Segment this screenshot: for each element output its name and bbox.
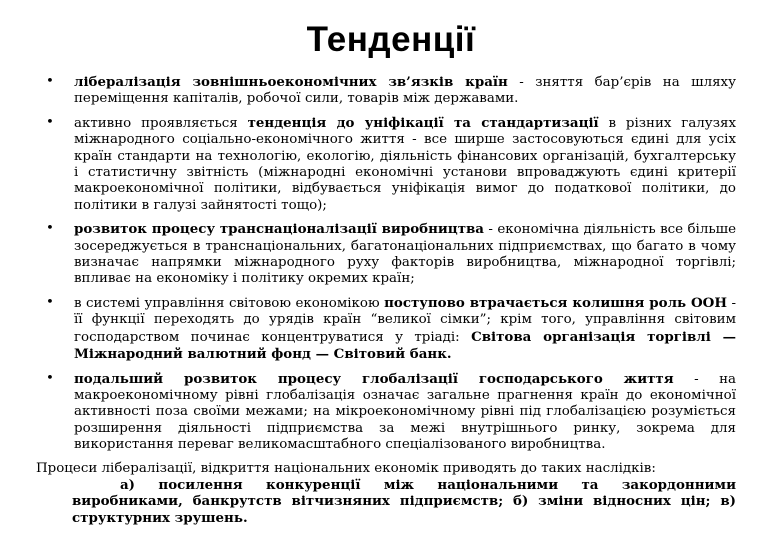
bullet-icon: • [46, 221, 54, 237]
item-text: в різних галузях міжнародного соціально-економічного життя - все ширше застосовуються єдині для усіх країн стандарти на технологію, екологію, діяльність фінансових організацій, бухгалтерську і статистичну звітність (міжнародні економічні установи впроваджують єдині критерії макроекономічної політики, відбувається уніфікація вимог до податкової політики, до політики в галузі зайнятості тощо); [74, 115, 736, 213]
list-item [46, 115, 736, 214]
slide [0, 20, 780, 560]
item-text: - зняття бар’єрів на шляху переміщення капіталів, робочої сили, товарів між державами. [74, 75, 736, 107]
item-text: активно проявляється [74, 115, 248, 131]
bullet-icon: • [46, 370, 54, 386]
bullet-icon: • [46, 114, 54, 130]
item-bold-text: лібералізація зовнішньоекономічних зв’язків країн [74, 74, 508, 90]
conclusion-text: Процеси лібералізації, відкриття національних економік приводять до таких наслідків: [36, 460, 656, 476]
outcome-text: а) посилення конкуренції між національними та закордонними виробниками, банкрутств вітчизняних підприємств; б) зміни відносних цін; в) структурних зрушень. [72, 476, 736, 526]
item-text: в системі управління світовою економікою [74, 295, 385, 311]
item-text: - її функції переходять до урядів країн “великої сімки”; крім того, управління світовим господарством починає концентруватися у тріаді: [74, 295, 736, 345]
trend-list [46, 74, 736, 454]
bullet-icon: • [46, 74, 54, 89]
slide-title: Тенденції [306, 20, 476, 59]
item-bold-text: Світова організація торгівлі — Міжнародний валютний фонд — Світовий банк. [74, 328, 736, 363]
item-bold-text: тенденція до уніфікації та стандартизації [247, 114, 599, 131]
item-bold-text: поступово втрачається колишня роль ООН [384, 294, 727, 311]
list-item [46, 371, 736, 454]
list-item [46, 221, 736, 288]
list-item [46, 295, 736, 364]
bullet-icon: • [46, 294, 54, 310]
list-item [46, 74, 736, 108]
item-text: - економічна діяльність все більше зосереджується в транснаціональних, багатонаціональних підприємствах, що багато в чому визначає напрямки міжнародного руху факторів виробництва, міжнародної торгівлі; впливає на економіку і політику окремих країн; [74, 222, 736, 287]
item-bold-text: подальший розвиток процесу глобалізації господарського життя [74, 370, 674, 387]
item-bold-text: розвиток процесу транснаціоналізації виробництва [74, 221, 484, 238]
item-text: - на макроекономічному рівні глобалізація означає загальне прагнення країн до економічної активності поза своїми межами; на мікроекономічному рівні під глобалізацією розуміється розширення діяльності підприємства за межі внутрішнього ринку, зокрема для використання переваг великомасштабного спеціалізованого виробництва. [74, 371, 736, 453]
